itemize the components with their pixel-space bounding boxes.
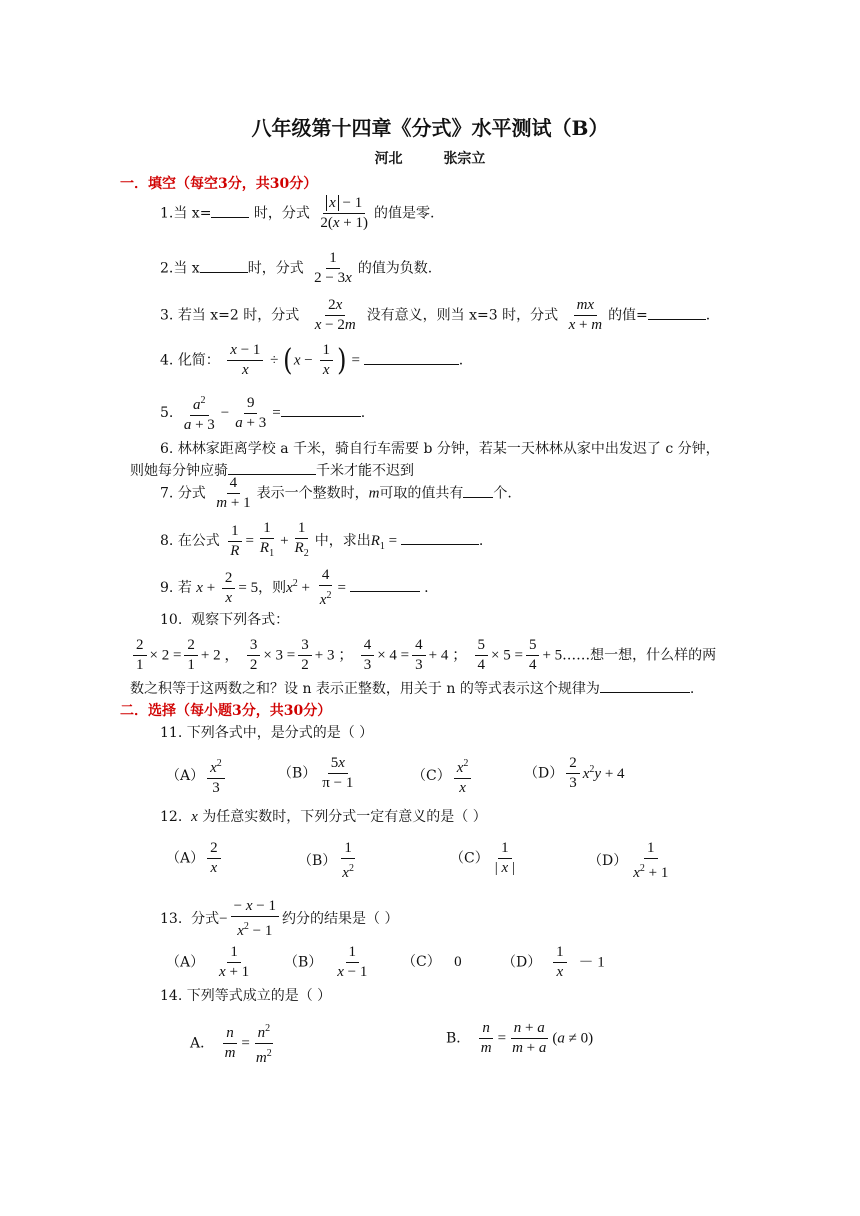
q12-option-c[interactable]: （C） $\frac{1}{| x |}$ (450, 840, 515, 876)
q13-option-b[interactable]: （B） $\frac{1}{x - 1}$ (284, 944, 368, 980)
q13-option-a[interactable]: （A） $\frac{1}{x + 1}$ (166, 944, 250, 980)
fraction: $\frac{mx}{x + m}$ (568, 297, 603, 333)
fraction: $\frac{a^2}{a + 3}$ (181, 392, 218, 434)
answer-blank[interactable] (228, 460, 316, 475)
question-12: 12. x 为任意实数时，下列分式一定有意义的是（ ） (160, 809, 487, 825)
q13-option-c[interactable]: （C） 0 (402, 954, 462, 970)
section-heading-fill-blank: 一．填空（每空3分，共30分） (120, 176, 318, 192)
question-3: 3. 若当 x=2 时，分式 $\frac{2x}{x - 2m}$ 没有意义，则当 x=3 时，分式 $\frac{mx}{x + m}$ 的值= . (160, 297, 711, 333)
fraction: $\frac{x - 1}{x}$ (227, 342, 263, 379)
fraction: $\frac{2}{x}$ (222, 570, 236, 607)
fraction: $\frac{4}{x^2}$ (319, 567, 332, 608)
section-heading-choice: 二．选择（每小题3分，共30分） (120, 703, 332, 719)
q12-option-a[interactable]: （A） $\frac{2}{x}$ (166, 840, 224, 877)
question-8: 8. 在公式 $\frac{1}{R}$ = $\frac{1}{R_1}$ + $\frac{1}{R_2}$ 中，求出$R_1$ = . (160, 520, 483, 562)
q11-option-c[interactable]: （C） $\frac{x^2}{x}$ (412, 755, 474, 797)
fraction: $\frac{9}{a + 3}$ (235, 394, 267, 431)
fraction: $\frac{1}{R}$ (227, 523, 242, 560)
page-title: 八年级第十四章《分式》水平测试（B） (251, 116, 609, 140)
question-9: 9. 若 x + $\frac{2}{x}$ = 5，则$x^2$ + $\frac{4}{x^2}$ = . (160, 567, 429, 608)
author-name: 张宗立 (443, 151, 486, 167)
q14-option-b[interactable]: B． $\frac{n}{m}$ = $\frac{n + a}{m + a}$ (a ≠ 0) (446, 1020, 594, 1056)
answer-blank[interactable] (364, 350, 459, 365)
answer-blank[interactable] (211, 203, 249, 218)
question-13: 13. 分式− $\frac{- x - 1}{x^2 - 1}$ 约分的结果是（ ） (160, 898, 399, 939)
fraction: $\frac{1}{x}$ (320, 342, 334, 379)
question-2: 2.当 x 时，分式 $\frac{1}{2 - 3x}$ 的值为负数. (160, 250, 433, 286)
question-10: 10. 观察下列各式： (160, 612, 290, 628)
question-5: 5. $\frac{a^2}{a + 3}$ − $\frac{9}{a + 3}$ = . (160, 392, 365, 434)
q12-option-d[interactable]: （D） $\frac{1}{x^2 + 1}$ (588, 840, 669, 881)
question-1: 1.当 x= 时，分式 $\frac{x - 1}{2(x + 1)}$ 的值是零. (160, 195, 435, 231)
answer-blank[interactable] (648, 305, 706, 320)
answer-blank[interactable] (463, 483, 493, 498)
fraction: $\frac{1}{R_2}$ (294, 520, 309, 559)
fraction: $\frac{x - 1}{2(x + 1)}$ (320, 195, 368, 231)
q12-option-b[interactable]: （B） $\frac{1}{x^2}$ (298, 840, 354, 881)
question-10-pattern: $\frac{2}{1}$ × 2 = $\frac{2}{1}$ + 2 ， $\frac{3}{2}$ × 3 = $\frac{3}{2}$ + 3 ； $\frac{4}{3}$ × 4 = $\frac{4}{3}$ + 4 ； $\frac{5}{4}$ × 5 = $\frac{5}{4}$ + 5……想一想，什么样的两 (130, 637, 716, 674)
question-11: 11. 下列各式中，是分式的是（ ） (160, 725, 374, 741)
question-10-ask: 数之积等于这两数之和？设 n 表示正整数，用关于 n 的等式表示这个规律为 . (130, 678, 694, 698)
author-region: 河北 (374, 151, 403, 167)
fraction: $\frac{2x}{x - 2m}$ (314, 297, 356, 333)
q11-option-b[interactable]: （B） $\frac{5x}{\pi - 1}$ (278, 755, 354, 791)
q14-option-a[interactable]: A． $\frac{n}{m}$ = $\frac{n^2}{m^2}$ (190, 1020, 278, 1067)
question-14: 14. 下列等式成立的是（ ） (160, 988, 332, 1004)
q13-option-d[interactable]: （D） $\frac{1}{x}$ － 1 (502, 944, 605, 980)
question-7: 7. 分式 $\frac{4}{m + 1}$ 表示一个整数时，m可取的值共有 个. (160, 475, 512, 511)
question-6: 6. 林林家距离学校 a 千米，骑自行车需要 b 分钟，若某一天林林从家中出发迟了 c 分钟， 则她每分钟应骑 千米才能不迟到 (130, 441, 720, 479)
answer-blank[interactable] (281, 402, 361, 417)
q11-option-a[interactable]: （A） $\frac{x^2}{3}$ (166, 755, 228, 797)
q11-option-d[interactable]: （D） $\frac{2}{3}$ $x^2y + 4$ (524, 755, 625, 791)
question-4: 4. 化简： $\frac{x - 1}{x}$ ÷ (x − $\frac{1}{x}$ ) = . (160, 342, 464, 378)
answer-blank[interactable] (350, 577, 420, 592)
answer-blank[interactable] (401, 530, 479, 545)
answer-blank[interactable] (200, 258, 248, 273)
fraction: $\frac{1}{2 - 3x}$ (314, 250, 352, 286)
fraction: $\frac{4}{m + 1}$ (216, 475, 251, 511)
author-line (0, 150, 860, 168)
fraction: $\frac{1}{R_1}$ (259, 520, 275, 559)
answer-blank[interactable] (600, 678, 690, 693)
